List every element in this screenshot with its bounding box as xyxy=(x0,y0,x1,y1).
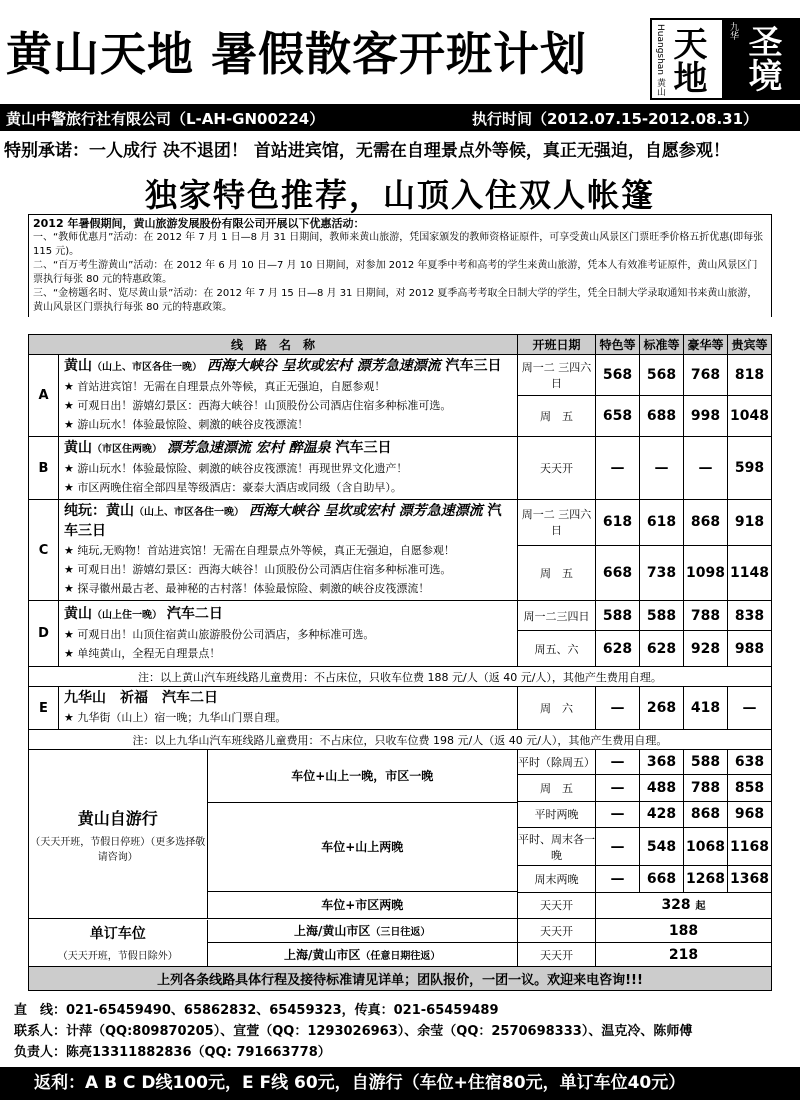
price: 1168 xyxy=(728,827,772,865)
route-line: ★ 探寻徽州最古老、最神秘的古村落！体验最惊险、刺激的峡谷皮筏漂流！ xyxy=(64,582,430,595)
departure-days: 平时、周末各一晚 xyxy=(518,827,596,865)
table-row xyxy=(29,687,772,730)
price: 588 xyxy=(684,750,728,775)
route-b xyxy=(59,437,518,500)
route-c xyxy=(59,500,518,601)
departure-days: 周一二三四日 xyxy=(518,601,596,631)
table-header-row xyxy=(29,335,772,355)
price: 428 xyxy=(640,801,684,827)
departure-days: 周 五 xyxy=(518,396,596,437)
price: 598 xyxy=(728,437,772,500)
price: 218 xyxy=(596,943,772,967)
departure-days: 周一二 三四六日 xyxy=(518,355,596,396)
price: 1148 xyxy=(728,545,772,600)
departure-days: 平时（除周五） xyxy=(518,750,596,775)
price: 588 xyxy=(596,601,640,631)
price: — xyxy=(596,801,640,827)
price: — xyxy=(596,750,640,775)
price: 838 xyxy=(728,601,772,631)
route-d xyxy=(59,601,518,667)
departure-days: 周 六 xyxy=(518,687,596,730)
price: 588 xyxy=(640,601,684,631)
departure-days: 天天开 xyxy=(518,437,596,500)
route-line: ★ 可观日出！游嬉幻景区：西海大峡谷！山顶股份公司酒店住宿多种标准可选。 xyxy=(64,563,452,576)
price: 628 xyxy=(640,631,684,667)
notice-item: 一、“教师优惠月”活动：在 2012 年 7 月 1 日—8 月 31 日期间，教师来黄山旅游，凭国家颁发的教师资格证原件，可享受黄山风景区门票旺季价格五折优惠(即每张 115 元)。 xyxy=(33,232,764,257)
price: — xyxy=(640,437,684,500)
price: — xyxy=(596,687,640,730)
price: 1068 xyxy=(684,827,728,865)
slogan: 独家特色推荐，山顶入住双人帐篷 xyxy=(144,176,655,214)
route-line: ★ 可观日出！山顶住宿黄山旅游股份公司酒店，多种标准可选。 xyxy=(64,627,375,641)
tiandi-logo xyxy=(650,18,724,100)
price: 688 xyxy=(640,396,684,437)
route-title: 黄山（山上住一晚） 汽车二日 xyxy=(64,605,223,622)
self-tour-note: （天天开班，节假日停班）（更多选择敬请咨询） xyxy=(30,836,206,863)
departure-days: 周末两晚 xyxy=(518,866,596,892)
route-title: 九华山 祈福 汽车二日 xyxy=(64,690,218,706)
header xyxy=(0,0,800,107)
route-line: ★ 可观日出！游嬉幻景区：西海大峡谷！山顶股份公司酒店住宿多种标准可选。 xyxy=(64,399,452,412)
phone-line: 直 线：021-65459490、65862832、65459323，传真：021-65459489 xyxy=(14,1003,499,1018)
price: 988 xyxy=(728,631,772,667)
grade2-header: 标准等 xyxy=(640,335,684,355)
price: — xyxy=(596,775,640,801)
departure-days: 周 五 xyxy=(518,775,596,801)
route-label: A xyxy=(29,355,59,437)
bottom-note: 上列各条线路具体行程及接待标准请见详单；团队报价，一团一议。欢迎来电咨询!!! xyxy=(29,967,772,991)
price: 668 xyxy=(640,866,684,892)
table-row xyxy=(29,500,772,546)
departure-days: 平时两晚 xyxy=(518,801,596,827)
price: 868 xyxy=(684,500,728,546)
route-title: 黄山（山上、市区各住一晚） 西海大峡谷 呈坎或宏村 漂芳急速漂流 汽车三日 xyxy=(64,358,502,374)
route-line: ★ 游山玩水！体验最惊险、刺激的峡谷皮筏漂流！再现世界文化遗产！ xyxy=(64,462,408,475)
price: 568 xyxy=(640,355,684,396)
logo2-big-text: 圣境 xyxy=(742,24,782,92)
self-tour-block xyxy=(29,750,518,919)
logo1-big-text: 天地 xyxy=(667,26,707,94)
table-row xyxy=(29,355,772,396)
departure-days: 天天开 xyxy=(518,919,596,943)
table-row xyxy=(29,601,772,631)
logo1-small-text: Huangshan 黄山 xyxy=(655,24,665,96)
company-name: 黄山中警旅行社有限公司（L-AH-GN00224） xyxy=(6,110,325,128)
ticket-route: 上海/黄山市区（三日往返） xyxy=(207,920,517,943)
route-line: ★ 纯玩,无购物！首站进宾馆！无需在自理景点外等候，真正无强迫，自愿参观！ xyxy=(64,544,455,557)
price: 268 xyxy=(640,687,684,730)
price: 568 xyxy=(596,355,640,396)
price: 768 xyxy=(684,355,728,396)
company-bar xyxy=(0,107,800,131)
grade3-header: 豪华等 xyxy=(684,335,728,355)
route-line: ★ 九华街（山上）宿一晚；九华山门票自理。 xyxy=(64,711,287,724)
table-row xyxy=(29,437,772,500)
self-tour-title-cell: 黄山自游行 （天天开班，节假日停班）（更多选择敬请咨询） xyxy=(29,750,207,918)
price: 488 xyxy=(640,775,684,801)
route-line: ★ 市区两晚住宿全部四星等级酒店：豪泰大酒店或同级（含自助早）。 xyxy=(64,481,402,494)
route-e xyxy=(59,687,518,730)
price: 618 xyxy=(596,500,640,546)
route-header: 线 路 名 称 xyxy=(29,335,518,355)
price: 788 xyxy=(684,775,728,801)
special-promise: 特别承诺：一人成行 决不退团！ 首站进宾馆，无需在自理景点外等候，真正无强迫，自愿参观！ xyxy=(4,141,730,161)
ticket-inner xyxy=(29,920,517,966)
discount-notice xyxy=(28,214,772,317)
ticket-note: （天天开班，节假日除外） xyxy=(57,951,178,962)
price: 418 xyxy=(684,687,728,730)
route-line: ★ 游山玩水！体验最惊险、刺激的峡谷皮筏漂流！ xyxy=(64,418,309,431)
price: 188 xyxy=(596,919,772,943)
shengjing-logo xyxy=(724,18,800,100)
price: 918 xyxy=(728,500,772,546)
departure-days: 周 五 xyxy=(518,545,596,600)
price: — xyxy=(596,866,640,892)
page-title: 黄山天地 暑假散客开班计划 xyxy=(6,27,588,81)
table-row xyxy=(29,667,772,687)
route-label: B xyxy=(29,437,59,500)
contacts-line: 联系人：计萍（QQ:809870205）、宣萱（QQ：1293026963）、余莹（QQ：2570698333）、温克冷、陈师傅 xyxy=(14,1024,693,1039)
price: 328 起 xyxy=(596,892,772,918)
departure-days: 天天开 xyxy=(518,943,596,967)
ticket-title-cell: 单订车位 （天天开班，节假日除外） xyxy=(29,920,207,966)
route-label: C xyxy=(29,500,59,601)
execution-period: 执行时间（2012.07.15-2012.08.31） xyxy=(472,110,759,128)
price: — xyxy=(596,827,640,865)
notice-item: 二、“百万考生游黄山”活动：在 2012 年 6 月 10 日—7 月 10 日期间，对参加 2012 年夏季中考和高考的学生来黄山旅游，凭本人有效准考证原件，黄山风景区门票执行每张 80 元的特惠政策。 xyxy=(33,260,758,285)
contact-block xyxy=(14,1000,692,1063)
route-line: ★ 首站进宾馆！无需在自理景点外等候，真正无强迫，自愿参观！ xyxy=(64,380,386,393)
route-a xyxy=(59,355,518,437)
price: 788 xyxy=(684,601,728,631)
price: 1048 xyxy=(728,396,772,437)
price: — xyxy=(684,437,728,500)
price: 1268 xyxy=(684,866,728,892)
ticket-route: 上海/黄山市区（任意日期往返） xyxy=(207,943,517,966)
grade1-header: 特色等 xyxy=(596,335,640,355)
self-tour-inner xyxy=(29,750,517,918)
notice-title: 2012 年暑假期间，黄山旅游发展股份有限公司开展以下优惠活动： xyxy=(33,217,365,230)
route-label: D xyxy=(29,601,59,667)
logo2-small-text: 九华 xyxy=(728,22,738,40)
price: 548 xyxy=(640,827,684,865)
price: 1368 xyxy=(728,866,772,892)
route-label: E xyxy=(29,687,59,730)
table-row xyxy=(29,919,772,943)
route-line: ★ 单纯黄山，全程无自理景点！ xyxy=(64,646,221,660)
price: — xyxy=(728,687,772,730)
price: 738 xyxy=(640,545,684,600)
departure-days: 周一二 三四六日 xyxy=(518,500,596,546)
table-row xyxy=(29,730,772,750)
departure-days: 天天开 xyxy=(518,892,596,918)
self-tour-option: 车位+市区两晚 xyxy=(207,891,517,918)
price: 998 xyxy=(684,396,728,437)
price: 1098 xyxy=(684,545,728,600)
ticket-block xyxy=(29,919,518,967)
notice-item: 三、“金榜题名时、览尽黄山景”活动：在 2012 年 7 月 15 日—8 月 31 日期间，对 2012 夏季高考考取全日制大学的学生，凭全日制大学录取通知书来黄山旅游，黄山风景区门票执行每张 80 元的特惠政策。 xyxy=(33,288,758,313)
price: 928 xyxy=(684,631,728,667)
price: 628 xyxy=(596,631,640,667)
price: 668 xyxy=(596,545,640,600)
price: 858 xyxy=(728,775,772,801)
child-fee-note: 注：以上黄山汽车班线路儿童费用：不占床位，只收车位费 188 元/人（返 40 元/人），其他产生费用自理。 xyxy=(29,667,772,687)
price: 638 xyxy=(728,750,772,775)
route-title: 黄山（市区住两晚） 漂芳急速漂流 宏村 醉温泉 汽车三日 xyxy=(64,440,392,456)
price: 968 xyxy=(728,801,772,827)
price: — xyxy=(596,437,640,500)
route-title: 纯玩：黄山（山上、市区各住一晚） 西海大峡谷 呈坎或宏村 漂芳急速漂流 汽车三日 xyxy=(64,503,502,539)
price: 618 xyxy=(640,500,684,546)
days-header: 开班日期 xyxy=(518,335,596,355)
price: 368 xyxy=(640,750,684,775)
self-tour-option: 车位+山上两晚 xyxy=(207,802,517,891)
grade4-header: 贵宾等 xyxy=(728,335,772,355)
departure-days: 周五、六 xyxy=(518,631,596,667)
self-tour-option: 车位+山上一晚，市区一晚 xyxy=(207,750,517,802)
manager-line: 负责人：陈亮13311882836（QQ: 791663778） xyxy=(14,1045,331,1060)
price: 818 xyxy=(728,355,772,396)
rebate-footer: 返利：A B C D线100元，E F线 60元，自游行（车位+住宿80元，单订车位40元） xyxy=(0,1067,800,1100)
price: 868 xyxy=(684,801,728,827)
child-fee-note: 注：以上九华山汽车班线路儿童费用：不占床位，只收车位费 198 元/人（返 40 元/人），其他产生费用自理。 xyxy=(29,730,772,750)
table-row xyxy=(29,967,772,991)
price: 658 xyxy=(596,396,640,437)
table-row xyxy=(29,750,772,775)
price-table xyxy=(28,334,772,991)
